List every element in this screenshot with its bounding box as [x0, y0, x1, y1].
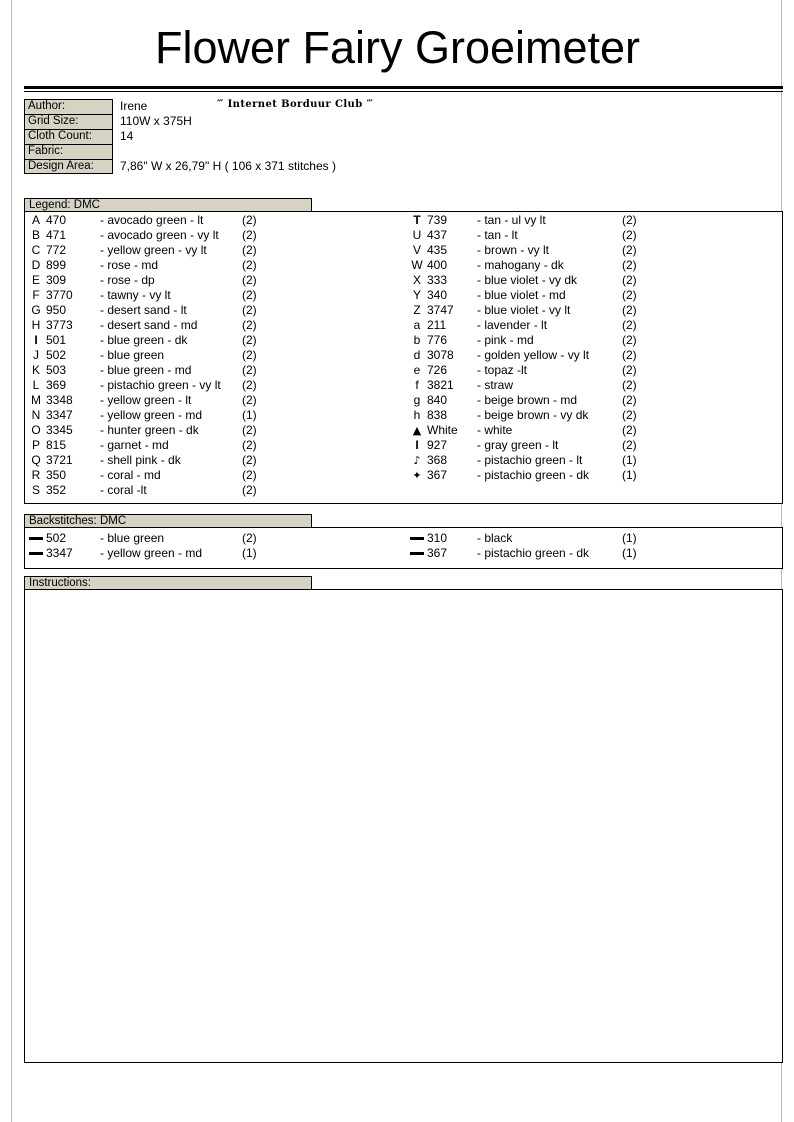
legend-color-name: - rose - dp	[100, 273, 155, 287]
pattern-info-label: Fabric:	[24, 144, 113, 159]
legend-thread-code: 333	[427, 273, 448, 287]
backstitch-color-name: - blue green	[100, 531, 165, 545]
legend-strand-count: (2)	[242, 423, 257, 437]
legend-strand-count: (2)	[622, 378, 637, 392]
legend-symbol: P	[31, 438, 40, 452]
legend-strand-count: (2)	[622, 213, 637, 227]
legend-thread-code: 3721	[46, 453, 73, 467]
legend-symbol: I	[34, 333, 38, 347]
title-rule-thick	[24, 86, 783, 89]
legend-symbol: R	[31, 468, 41, 482]
legend-symbol: d	[413, 348, 421, 362]
legend-thread-code: 838	[427, 408, 448, 422]
legend-thread-code: 369	[46, 378, 67, 392]
pattern-info-label: Grid Size:	[24, 114, 113, 129]
legend-symbol: C	[31, 243, 41, 257]
instructions-header: Instructions:	[24, 576, 312, 590]
legend-symbol: g	[413, 393, 421, 407]
legend-symbol: U	[412, 228, 422, 242]
legend-symbol: Q	[31, 453, 41, 467]
legend-thread-code: 726	[427, 363, 448, 377]
legend-symbol: L	[32, 378, 40, 392]
legend-color-name: - mahogany - dk	[477, 258, 564, 272]
pattern-info-row	[24, 114, 404, 129]
legend-strand-count: (2)	[622, 288, 637, 302]
legend-thread-code: 950	[46, 303, 67, 317]
backstitch-strand-count: (1)	[622, 531, 637, 545]
legend-thread-code: 3347	[46, 408, 73, 422]
legend-thread-code: 503	[46, 363, 67, 377]
legend-color-name: - topaz -lt	[477, 363, 528, 377]
legend-symbol: B	[31, 228, 40, 242]
legend-symbol: h	[413, 408, 421, 422]
legend-strand-count: (2)	[622, 243, 637, 257]
legend-color-name: - shell pink - dk	[100, 453, 181, 467]
legend-color-name: - pistachio green - dk	[477, 468, 590, 482]
pattern-info-row	[24, 144, 404, 159]
legend-strand-count: (2)	[622, 408, 637, 422]
legend-strand-count: (2)	[622, 393, 637, 407]
legend-symbol: J	[33, 348, 39, 362]
backstitch-color-name: - pistachio green - dk	[477, 546, 590, 560]
legend-color-name: - lavender - lt	[477, 318, 548, 332]
legend-symbol: ▲	[412, 424, 422, 437]
legend-color-name: - hunter green - dk	[100, 423, 199, 437]
legend-symbol: a	[413, 318, 421, 332]
legend-header: Legend: DMC	[24, 198, 312, 212]
legend-thread-code: White	[427, 423, 458, 437]
pattern-info-label: Cloth Count:	[24, 129, 113, 144]
legend-thread-code: 340	[427, 288, 448, 302]
legend-color-name: - beige brown - vy dk	[477, 408, 589, 422]
legend-thread-code: 309	[46, 273, 67, 287]
legend-color-name: - avocado green - lt	[100, 213, 204, 227]
legend-strand-count: (2)	[242, 438, 257, 452]
legend-color-name: - coral -lt	[100, 483, 147, 497]
legend-color-name: - garnet - md	[100, 438, 169, 452]
legend-color-name: - yellow green - vy lt	[100, 243, 207, 257]
legend-color-name: - blue violet - md	[477, 288, 566, 302]
instructions-body	[25, 590, 782, 602]
legend-thread-code: 840	[427, 393, 448, 407]
legend-color-name: - yellow green - md	[100, 408, 203, 422]
club-credit: ‴ Internet Borduur Club ‴	[217, 99, 374, 110]
legend-thread-code: 772	[46, 243, 67, 257]
legend-thread-code: 502	[46, 348, 67, 362]
legend-strand-count: (2)	[242, 213, 257, 227]
legend-symbol: Z	[413, 303, 421, 317]
legend-strand-count: (2)	[622, 348, 637, 362]
backstitches-header: Backstitches: DMC	[24, 514, 312, 528]
legend-strand-count: (2)	[622, 423, 637, 437]
legend-color-name: - tawny - vy lt	[100, 288, 171, 302]
legend-symbol: f	[415, 378, 419, 392]
legend-strand-count: (2)	[622, 228, 637, 242]
legend-color-name: - blue green	[100, 348, 165, 362]
legend-thread-code: 352	[46, 483, 67, 497]
legend-symbol: N	[31, 408, 41, 422]
pattern-info-label: Author:	[24, 99, 113, 114]
legend-thread-code: 3348	[46, 393, 73, 407]
legend-symbol: E	[31, 273, 40, 287]
legend-color-name: - rose - md	[100, 258, 159, 272]
legend-symbol: K	[31, 363, 40, 377]
legend-strand-count: (1)	[242, 408, 257, 422]
legend-color-name: - coral - md	[100, 468, 161, 482]
legend-strand-count: (2)	[242, 318, 257, 332]
legend-thread-code: 3345	[46, 423, 73, 437]
legend-thread-code: 739	[427, 213, 448, 227]
legend-color-name: - avocado green - vy lt	[100, 228, 219, 242]
legend-symbol: b	[413, 333, 421, 347]
legend-color-name: - blue green - dk	[100, 333, 188, 347]
legend-strand-count: (2)	[242, 228, 257, 242]
legend-color-name: - blue violet - vy lt	[477, 303, 571, 317]
legend-color-name: - blue violet - vy dk	[477, 273, 578, 287]
pattern-info-value: 110W x 375H	[120, 114, 192, 128]
page-title: Flower Fairy Groeimeter	[154, 22, 641, 73]
legend-symbol: ✦	[412, 469, 422, 482]
legend-thread-code: 367	[427, 468, 448, 482]
legend-color-name: - desert sand - lt	[100, 303, 187, 317]
legend-symbol: O	[31, 423, 41, 437]
legend-symbol: T	[413, 213, 421, 227]
legend-symbol: I	[415, 438, 419, 452]
legend-strand-count: (2)	[242, 393, 257, 407]
legend-strand-count: (2)	[242, 348, 257, 362]
legend-strand-count: (2)	[242, 303, 257, 317]
backstitch-line-icon	[410, 552, 424, 555]
page-frame	[11, 0, 782, 1122]
legend-thread-code: 3078	[427, 348, 454, 362]
backstitch-color-name: - yellow green - md	[100, 546, 203, 560]
legend-color-name: - straw	[477, 378, 513, 392]
legend-color-name: - yellow green - lt	[100, 393, 192, 407]
legend-thread-code: 400	[427, 258, 448, 272]
legend-strand-count: (2)	[242, 483, 257, 497]
pattern-info-row	[24, 129, 404, 144]
legend-symbol: F	[32, 288, 40, 302]
backstitch-thread-code: 310	[427, 531, 448, 545]
legend-thread-code: 927	[427, 438, 448, 452]
legend-color-name: - desert sand - md	[100, 318, 198, 332]
legend-color-name: - tan - lt	[477, 228, 518, 242]
pattern-info-value: 14	[120, 129, 134, 143]
legend-strand-count: (2)	[242, 363, 257, 377]
legend-strand-count: (2)	[622, 333, 637, 347]
legend-strand-count: (2)	[622, 303, 637, 317]
legend-thread-code: 815	[46, 438, 67, 452]
legend-strand-count: (2)	[622, 258, 637, 272]
legend-strand-count: (2)	[242, 258, 257, 272]
legend-strand-count: (2)	[242, 378, 257, 392]
legend-strand-count: (2)	[242, 273, 257, 287]
legend-strand-count: (2)	[622, 438, 637, 452]
backstitch-strand-count: (1)	[622, 546, 637, 560]
legend-color-name: - brown - vy lt	[477, 243, 550, 257]
legend-strand-count: (2)	[622, 363, 637, 377]
legend-symbol: ♪	[413, 454, 421, 467]
backstitch-thread-code: 502	[46, 531, 67, 545]
legend-symbol: W	[411, 258, 423, 272]
legend-thread-code: 470	[46, 213, 67, 227]
legend-symbol: H	[31, 318, 41, 332]
legend-symbol: Y	[412, 288, 421, 302]
backstitch-thread-code: 367	[427, 546, 448, 560]
backstitch-line-icon	[29, 552, 43, 555]
legend-strand-count: (2)	[242, 468, 257, 482]
legend-symbol: D	[31, 258, 41, 272]
legend-strand-count: (2)	[242, 288, 257, 302]
legend-thread-code: 3770	[46, 288, 73, 302]
legend-strand-count: (2)	[622, 318, 637, 332]
legend-symbol: M	[31, 393, 41, 407]
legend-strand-count: (1)	[622, 468, 637, 482]
legend-thread-code: 501	[46, 333, 67, 347]
legend-symbol: A	[31, 213, 40, 227]
legend-thread-code: 776	[427, 333, 448, 347]
legend-color-name: - gray green - lt	[477, 438, 559, 452]
pattern-info-value: 7,86" W x 26,79" H ( 106 x 371 stitches )	[120, 159, 336, 173]
legend-strand-count: (2)	[622, 273, 637, 287]
legend-thread-code: 350	[46, 468, 67, 482]
legend-symbol: X	[412, 273, 421, 287]
legend-strand-count: (1)	[622, 453, 637, 467]
legend-thread-code: 211	[427, 318, 447, 332]
legend-color-name: - golden yellow - vy lt	[477, 348, 590, 362]
pattern-info-label: Design Area:	[24, 159, 113, 174]
legend-thread-code: 435	[427, 243, 448, 257]
legend-color-name: - blue green - md	[100, 363, 192, 377]
legend-thread-code: 368	[427, 453, 448, 467]
backstitch-color-name: - black	[477, 531, 513, 545]
backstitch-line-icon	[29, 537, 43, 540]
backstitch-strand-count: (2)	[242, 531, 257, 545]
legend-strand-count: (2)	[242, 243, 257, 257]
pattern-info-row	[24, 159, 404, 174]
legend-strand-count: (2)	[242, 453, 257, 467]
legend-thread-code: 3747	[427, 303, 454, 317]
legend-symbol: e	[413, 363, 421, 377]
backstitch-line-icon	[410, 537, 424, 540]
legend-color-name: - pink - md	[477, 333, 534, 347]
legend-thread-code: 437	[427, 228, 448, 242]
legend-symbol: S	[31, 483, 40, 497]
legend-strand-count: (2)	[242, 333, 257, 347]
legend-thread-code: 3773	[46, 318, 73, 332]
legend-color-name: - beige brown - md	[477, 393, 578, 407]
legend-symbol: V	[412, 243, 421, 257]
legend-thread-code: 3821	[427, 378, 454, 392]
legend-thread-code: 899	[46, 258, 67, 272]
instructions-box	[24, 589, 783, 1063]
legend-color-name: - tan - ul vy lt	[477, 213, 546, 227]
title-rule-thin	[24, 91, 783, 92]
legend-symbol: G	[31, 303, 41, 317]
legend-thread-code: 471	[46, 228, 67, 242]
backstitch-strand-count: (1)	[242, 546, 257, 560]
pattern-info-value: Irene	[120, 99, 148, 113]
legend-color-name: - pistachio green - lt	[477, 453, 583, 467]
legend-color-name: - white	[477, 423, 513, 437]
backstitch-thread-code: 3347	[46, 546, 73, 560]
legend-color-name: - pistachio green - vy lt	[100, 378, 221, 392]
